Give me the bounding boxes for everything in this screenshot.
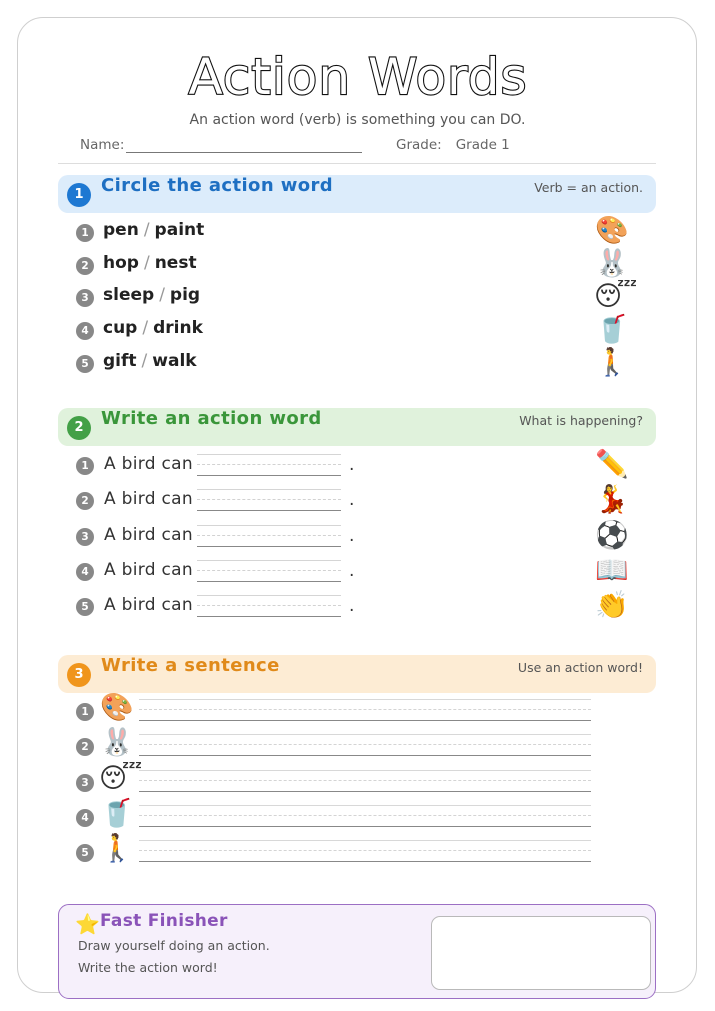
sentence-period: . bbox=[349, 596, 355, 616]
sentence-writing-line[interactable] bbox=[139, 840, 591, 862]
item-number: 1 bbox=[76, 703, 94, 721]
section-3-header bbox=[58, 655, 656, 693]
sentence-writing-line[interactable] bbox=[139, 734, 591, 756]
section-2-header bbox=[58, 408, 656, 446]
item-number: 3 bbox=[76, 289, 94, 307]
sentence-writing-line[interactable] bbox=[139, 699, 591, 721]
palette-icon: 🎨 bbox=[595, 215, 629, 246]
item-number: 4 bbox=[76, 322, 94, 340]
walking-person-icon: 🚶 bbox=[100, 833, 134, 864]
section-number: 1 bbox=[67, 183, 91, 207]
sentence-period: . bbox=[349, 490, 355, 510]
star-icon: ⭐ bbox=[75, 912, 100, 936]
section-title: Write an action word bbox=[101, 408, 322, 429]
section-title: Write a sentence bbox=[101, 655, 280, 676]
palette-icon: 🎨 bbox=[100, 692, 134, 723]
soccer-ball-icon: ⚽ bbox=[595, 520, 629, 551]
drawing-box[interactable] bbox=[431, 916, 651, 990]
sentence-stem: A bird can bbox=[104, 454, 193, 474]
sentence-stem: A bird can bbox=[104, 489, 193, 509]
fast-finisher-instruction: Write the action word! bbox=[78, 960, 218, 975]
answer-line[interactable] bbox=[197, 454, 341, 476]
word-pair bbox=[103, 220, 204, 240]
item-number: 1 bbox=[76, 457, 94, 475]
word-option-a[interactable]: sleep bbox=[103, 285, 155, 305]
word-pair bbox=[103, 318, 203, 338]
item-number: 4 bbox=[76, 809, 94, 827]
subtitle: An action word (verb) is something you can DO. bbox=[189, 112, 526, 128]
page-title bbox=[0, 42, 715, 112]
word-option-a[interactable]: gift bbox=[103, 351, 137, 371]
section-note: Verb = an action. bbox=[534, 180, 643, 195]
sentence-period: . bbox=[349, 455, 355, 475]
slash: / bbox=[142, 318, 149, 338]
answer-line[interactable] bbox=[197, 595, 341, 617]
drink-cup-icon: 🥤 bbox=[100, 798, 134, 829]
fast-finisher-box bbox=[58, 904, 656, 999]
word-option-b[interactable]: pig bbox=[169, 285, 201, 305]
item-number: 2 bbox=[76, 257, 94, 275]
sentence-writing-line[interactable] bbox=[139, 805, 591, 827]
word-pair bbox=[103, 285, 200, 305]
item-number: 5 bbox=[76, 355, 94, 373]
header-divider bbox=[58, 163, 656, 164]
item-number: 2 bbox=[76, 492, 94, 510]
slash: / bbox=[141, 351, 148, 371]
sleeping-face-icon: 😴 bbox=[99, 763, 143, 794]
fast-finisher-instruction: Draw yourself doing an action. bbox=[78, 938, 270, 953]
rabbit-icon: 🐰 bbox=[100, 727, 134, 758]
open-book-icon: 📖 bbox=[595, 555, 629, 586]
item-number: 5 bbox=[76, 844, 94, 862]
word-pair bbox=[103, 351, 197, 371]
sentence-period: . bbox=[349, 561, 355, 581]
name-field[interactable] bbox=[80, 137, 362, 153]
section-note: What is happening? bbox=[519, 413, 643, 428]
sentence-period: . bbox=[349, 526, 355, 546]
section-title: Circle the action word bbox=[101, 175, 334, 196]
item-number: 3 bbox=[76, 774, 94, 792]
answer-line[interactable] bbox=[197, 525, 341, 547]
walking-person-icon: 🚶 bbox=[595, 347, 629, 378]
section-note: Use an action word! bbox=[517, 660, 643, 675]
rabbit-icon: 🐰 bbox=[595, 248, 629, 279]
svg-text:Action Words: Action Words bbox=[187, 48, 528, 106]
drink-cup-icon: 🥤 bbox=[595, 314, 629, 345]
sleeping-face-icon: 😴 bbox=[594, 281, 638, 312]
pencil-icon: ✏️ bbox=[595, 449, 629, 480]
sentence-stem: A bird can bbox=[104, 560, 193, 580]
slash: / bbox=[159, 285, 165, 305]
item-number: 1 bbox=[76, 224, 94, 242]
section-number: 3 bbox=[67, 663, 91, 687]
item-number: 2 bbox=[76, 738, 94, 756]
section-1-header bbox=[58, 175, 656, 213]
slash: / bbox=[143, 253, 150, 273]
item-number: 5 bbox=[76, 598, 94, 616]
word-option-b[interactable]: nest bbox=[154, 253, 197, 273]
answer-line[interactable] bbox=[197, 489, 341, 511]
grade-field bbox=[396, 137, 510, 153]
section-number: 2 bbox=[67, 416, 91, 440]
grade-label: Grade: bbox=[396, 137, 442, 153]
grade-value: Grade 1 bbox=[455, 137, 510, 153]
word-option-b[interactable]: paint bbox=[154, 220, 205, 240]
item-number: 3 bbox=[76, 528, 94, 546]
sentence-stem: A bird can bbox=[104, 525, 193, 545]
name-blank-line[interactable] bbox=[126, 138, 362, 153]
word-option-b[interactable]: drink bbox=[153, 318, 203, 338]
clapping-hands-icon: 👏 bbox=[595, 590, 629, 621]
sentence-writing-line[interactable] bbox=[139, 770, 591, 792]
word-pair bbox=[103, 253, 197, 273]
answer-line[interactable] bbox=[197, 560, 341, 582]
fast-finisher-title: Fast Finisher bbox=[100, 911, 228, 931]
word-option-a[interactable]: pen bbox=[103, 220, 139, 240]
word-option-a[interactable]: cup bbox=[103, 318, 138, 338]
item-number: 4 bbox=[76, 563, 94, 581]
word-option-a[interactable]: hop bbox=[103, 253, 139, 273]
dancer-icon: 💃 bbox=[595, 484, 629, 515]
name-label: Name: bbox=[80, 137, 125, 153]
page-title-graphic bbox=[148, 42, 568, 112]
sentence-stem: A bird can bbox=[104, 595, 193, 615]
word-option-b[interactable]: walk bbox=[152, 351, 197, 371]
slash: / bbox=[143, 220, 150, 240]
